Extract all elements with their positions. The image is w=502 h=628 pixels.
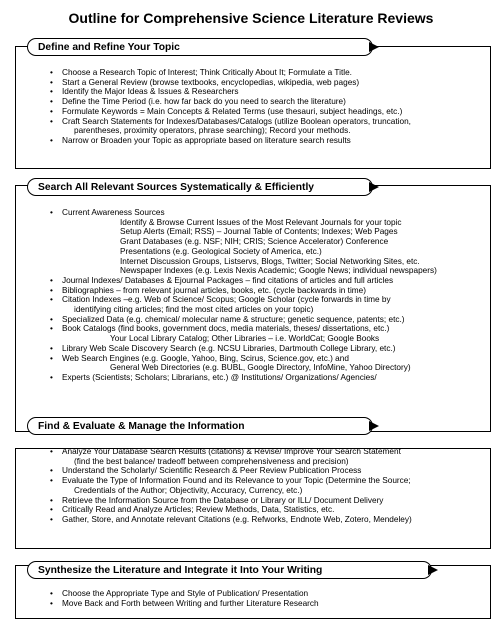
list-item-text: Bibliographies – from relevant journal articles, books, etc. (cycle backwards in time) <box>62 285 367 295</box>
list-item <box>50 315 480 325</box>
list-item <box>50 295 480 314</box>
bullet-icon: • <box>50 295 53 305</box>
arrow-right-icon <box>368 41 380 53</box>
list-item-text: Experts (Scientists; Scholars; Librarians, etc.) @ Institutions/ Organizations/ Agencies/ <box>62 372 377 382</box>
sub-item: General Web Directories (e.g. BUBL, Google Directory, InfoMine, Yahoo Directory) <box>110 363 411 373</box>
section-header-evaluate-info <box>27 417 373 435</box>
arrow-right-icon <box>368 181 380 193</box>
bullet-icon: • <box>50 353 53 363</box>
bullet-icon: • <box>50 314 53 324</box>
list-item <box>50 87 480 97</box>
list-item-text: Define the Time Period (i.e. how far back do you need to search the literature) <box>62 97 346 107</box>
section-header-label: Define and Refine Your Topic <box>38 42 180 53</box>
list-item-continuation: Credentials of the Author; Objectivity, Accuracy, Currency, etc.) <box>74 485 303 495</box>
list-item <box>50 68 480 78</box>
list-item-text: Library Web Scale Discovery Search (e.g. NCSU Libraries, Dartmouth College Library, etc.) <box>62 343 396 353</box>
bullet-icon: • <box>50 77 53 87</box>
list-item-text: Move Back and Forth between Writing and further Literature Research <box>62 598 319 608</box>
section-items-define-topic <box>50 68 480 146</box>
list-item-continuation: identifying citing articles; find the most cited articles on your topic) <box>74 305 314 315</box>
bullet-icon: • <box>50 87 53 97</box>
list-item-text: Analyze Your Database Search Results (citations) & Revise/ Improve Your Search Statement <box>62 447 401 456</box>
list-item <box>50 599 480 609</box>
bullet-icon: • <box>50 324 53 334</box>
list-item <box>50 324 480 343</box>
list-item-text: Web Search Engines (e.g. Google, Yahoo, Bing, Scirus, Science.gov, etc.) and <box>62 353 349 363</box>
bullet-icon: • <box>50 285 53 295</box>
list-item-text: Choose a Research Topic of Interest; Think Critically About It; Formulate a Title. <box>62 68 352 77</box>
list-item <box>50 515 480 525</box>
bullet-icon: • <box>50 505 53 515</box>
bullet-icon: • <box>50 589 53 598</box>
list-item-text: Current Awareness Sources <box>62 208 165 217</box>
sub-item: Presentations (e.g. Geological Society of America, etc.) <box>120 246 322 256</box>
bullet-icon: • <box>50 495 53 505</box>
section-header-define-topic <box>27 38 373 56</box>
list-item-text: Retrieve the Information Source from the Database or Library or ILL/ Document Delivery <box>62 495 384 505</box>
bullet-icon: • <box>50 372 53 382</box>
bullet-icon: • <box>50 343 53 353</box>
section-items-synthesize <box>50 589 480 608</box>
bullet-icon: • <box>50 514 53 524</box>
section-header-label: Synthesize the Literature and Integrate it Into Your Writing <box>38 565 323 576</box>
list-item <box>50 276 480 286</box>
list-item-text: Identify the Major Ideas & Issues & Researchers <box>62 87 239 97</box>
bullet-icon: • <box>50 68 53 77</box>
list-item <box>50 208 480 276</box>
list-item <box>50 78 480 88</box>
list-item <box>50 136 480 146</box>
list-item-text: Journal Indexes/ Databases & Ejournal Packages – find citations of articles and full articles <box>62 275 394 285</box>
list-item-text: Specialized Data (e.g. chemical/ molecular name & structure; genetic sequence, patents; etc.) <box>62 314 405 324</box>
section-items-evaluate-info <box>50 447 480 525</box>
list-item <box>50 476 480 495</box>
list-item <box>50 117 480 136</box>
section-header-label: Find & Evaluate & Manage the Information <box>38 421 245 432</box>
bullet-icon: • <box>50 476 53 486</box>
section-items-search-sources <box>50 208 480 383</box>
bullet-icon: • <box>50 447 53 456</box>
list-item-text: Citation Indexes –e.g. Web of Science/ Scopus; Google Scholar (cycle forwards in time by <box>62 295 391 305</box>
page-title: Outline for Comprehensive Science Literature Reviews <box>68 10 434 26</box>
section-header-synthesize <box>27 561 432 579</box>
list-item <box>50 589 480 599</box>
section-header-label: Search All Relevant Sources Systematically & Efficiently <box>38 182 315 193</box>
list-item <box>50 97 480 107</box>
list-item <box>50 505 480 515</box>
bullet-icon: • <box>50 275 53 285</box>
list-item-text: Understand the Scholarly/ Scientific Research & Peer Review Publication Process <box>62 466 362 476</box>
list-item <box>50 107 480 117</box>
list-item <box>50 344 480 354</box>
list-item-text: Start a General Review (browse textbooks, encyclopedias, wikipedia, web pages) <box>62 77 360 87</box>
list-item-text: Craft Search Statements for Indexes/Databases/Catalogs (utilize Boolean operators, truncation, <box>62 116 411 126</box>
list-item-text: Critically Read and Analyze Articles; Review Methods, Data, Statistics, etc. <box>62 505 335 515</box>
list-item <box>50 496 480 506</box>
list-item-continuation: (find the best balance/ tradeoff between comprehensiveness and precision) <box>74 456 349 466</box>
sub-item: Identify & Browse Current Issues of the Most Relevant Journals for your topic <box>120 217 402 227</box>
bullet-icon: • <box>50 106 53 116</box>
bullet-icon: • <box>50 135 53 145</box>
list-item <box>50 373 480 383</box>
list-item <box>50 466 480 476</box>
list-item <box>50 286 480 296</box>
arrow-right-icon <box>368 420 380 432</box>
list-item-text: Choose the Appropriate Type and Style of Publication/ Presentation <box>62 589 309 598</box>
bullet-icon: • <box>50 208 53 217</box>
list-item-text: Gather, Store, and Annotate relevant Citations (e.g. Refworks, Endnote Web, Zotero, Mendeley) <box>62 514 412 524</box>
section-header-search-sources <box>27 178 373 196</box>
bullet-icon: • <box>50 466 53 476</box>
bullet-icon: • <box>50 97 53 107</box>
list-item-text: Book Catalogs (find books, government docs, media materials, theses/ dissertations, etc.) <box>62 324 390 334</box>
bullet-icon: • <box>50 116 53 126</box>
list-item <box>50 354 480 373</box>
arrow-right-icon <box>427 564 439 576</box>
list-item <box>50 447 480 466</box>
list-item-text: Narrow or Broaden your Topic as appropriate based on literature search results <box>62 135 351 145</box>
sub-item: Grant Databases (e.g. NSF; NIH; CRIS; Science Accelerator) Conference <box>120 237 389 247</box>
list-item-text: Formulate Keywords = Main Concepts & Related Terms (use thesauri, subject headings, etc.) <box>62 106 403 116</box>
sub-item: Your Local Library Catalog; Other Libraries – i.e. WorldCat; Google Books <box>110 334 380 344</box>
sub-item: Setup Alerts (Email; RSS) – Journal Table of Contents; Indexes; Web Pages <box>120 227 398 237</box>
list-item-continuation: parentheses, proximity operators, phrase searching); Record your methods. <box>74 126 351 136</box>
bullet-icon: • <box>50 598 53 608</box>
list-item-text: Evaluate the Type of Information Found and its Relevance to your Topic (Determine the Source; <box>62 476 411 486</box>
sub-item: Newspaper Indexes (e.g. Lexis Nexis Academic; Google News; individual newspapers) <box>120 266 437 276</box>
sub-item: Internet Discussion Groups, Listservs, Blogs, Twitter; Social Networking Sites, etc. <box>120 256 420 266</box>
